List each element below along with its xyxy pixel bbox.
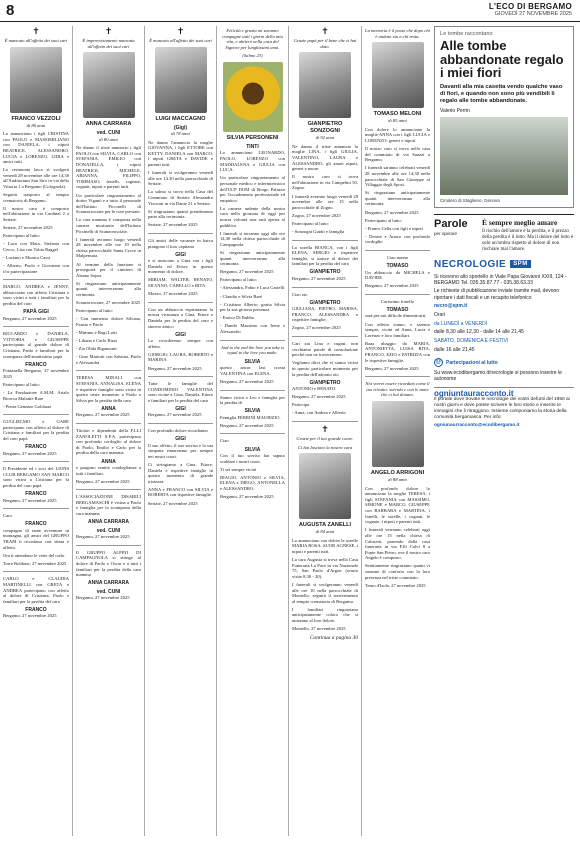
notice-text: La cara mamma è composta nella camera mortuaria dell'Istituto Piccinelli di Scanzorosciate. [76,217,141,234]
notice-text: MARCO, ANDREA e JENNY, abbracciano con affetto Cristiana e sono vicini a tutti i familiari per la perdita del caro [3,284,69,307]
signature-name: GIGI [175,405,186,412]
signature-name: FRANCO [25,361,47,368]
notice-date: Seriate, 27 novembre 2025 [148,222,198,228]
publication-name: L'ECO DI BERGAMO [488,2,572,11]
notice-text: GUGLIELMO e GABE partecipano con affetto al dolore di Cristiana e familiari per la perdita del caro papà [3,419,69,442]
divider [365,250,430,251]
condolence-header: Partecipano al lutto: [365,217,402,223]
notice-date: Bergamo, 27 novembre 2025 [292,275,346,281]
notice-text: I funerali si svolgeranno venerdì alle ore 14.30 nella parrocchiale di Seriate. [148,170,213,187]
notice-date: Seriate, 27 novembre 2025 [148,500,198,506]
deceased-age: di 92 anni [315,135,335,141]
condolence-entry: - Cristiano Alberto, gratia Silvia per la sua gioiosa presenza [220,301,285,313]
necrologie-info [434,274,574,354]
divider [3,571,69,572]
divider [76,489,141,490]
necrologie-title: NECROLOGIE [434,258,507,270]
condolence-entry: - Denise e Arturo con profondo cordoglio [365,233,430,245]
signature-name: ANNA CARRARA [88,580,129,587]
condolence-entry: - Mimmo e Rugi Lotti [76,330,117,335]
notice-text: Famiglia FERRINI MAURIZIO. [220,414,281,420]
notice-date: Bergamo, 27 novembre 2025 [76,478,130,484]
portrait-photo [299,453,351,519]
deceased-age: di 84 anni [315,529,335,535]
deceased-name: FRANCO VEZZOLI [11,115,61,122]
notice-text: Si ringraziano anticipatamente quanti interverranno alla cerimonia. [365,190,430,207]
notice-date: Bergamo, 27 novembre 2025 [148,365,202,371]
signature-name: SILVIA [244,358,261,365]
notice-text: Ora ti attendono le vette del cielo. [3,552,66,558]
divider [3,508,69,509]
notice-date: Torre Boldone, 27 novembre 2025 [3,560,67,566]
intro-text: Ciao [220,438,229,444]
notice-text: Il nostro caro si trova nella casa del commiato di via Sauzzi a Bergamo. [365,146,430,163]
notice-date: Montello, 27 novembre 2025 [292,626,346,632]
intro-text: Noi vorrei essere ricordato come il tuo ritratto: sorrido e con le tante che ci hai donato. [365,381,430,398]
notice-text: I funerali verranno celebrati oggi alle ore 15 nella chiesa di Calusetti, partendo dalla casa funeraria in via F.lli Calvi 8 a Ponte San Pietro, ove il nostro caro Angelo è composto. [365,527,430,561]
notice-text: Lo annunciano con dolore le sorelle MARIA ROSA, SUOR AGNESE, i nipoti e parenti tutti. [292,537,358,554]
divider [3,326,69,327]
portrait-photo [155,47,207,113]
deceased-name: ANGELO ARRIGONI [370,470,425,477]
notice-date: Bergamo, 27 novembre 2025 [365,365,419,371]
parole-logo [434,219,478,253]
page-header [0,0,580,22]
deceased-name: SILVIA PERSONENI [226,134,279,141]
notice-text: I familiari ringraziano anticipatamente coloro che si uniranno al loro dolore. [292,606,358,623]
notice-text: L'ASSOCIAZIONE DISABILI BERGAMASCHI è vicina a Paolo e famiglia per la scomparsa della cara mamma [76,494,141,517]
ogni-text: Il portale dove trovate le necrologie dei vostri defunti del 1950 ai nostri giorni e dove potete scrivere le loro storie e inserire le immagini che li ritraggono. Insieme componiamo la storia della comunità bergamasca. Per info: [434,396,570,420]
cross-icon: ✝ [104,27,113,37]
intro-text: Caro [3,513,12,519]
cemetery-photo [440,117,568,195]
signature-subname: ved. CUNI [96,588,121,595]
deceased-age: di 88 anni [388,477,407,483]
divider [292,240,358,241]
signature-name: GIANPIETRO [309,269,341,276]
hours-weekend: dalle 16 alle 21,45 [434,346,475,353]
condolence-entry: - Enrico Di Rubba [220,315,254,321]
notice-text: Vogliamo dirvi che vi siamo vicini in questo particolare momento per la perdita dell'adorato zio [292,360,358,377]
signature-name: ANNA [101,405,116,412]
signature-name: GIANPIETRO [309,379,341,386]
divider [220,433,285,434]
obituary-column-5 [288,26,361,836]
notice-text: Ne danno il triste annuncio i figli PAOLO con SILVIA, CARLO con STEFANIA, EMILIO con DONATELLA, i nipoti BEATRICE, MICHELE, ARIANNA, FILIPPO, TOMMASO, fratelli, cognate, cognati, nipoti e parenti tutti. [76,145,141,190]
portrait-photo [83,52,135,118]
notice-text: Lo annunciano i figli CRISTINA con PAOLO e MASSIMILIANO con DANIELA, i nipoti BEATRICE, ALESSANDRO, LUCIA e LORENZO, LIDIA e amici tutti. [3,131,69,165]
portrait-photo [10,47,62,113]
parole-text: Il rischio dell'amore è la perdita, e il prezzo della perdita è il lutto. Ma il dolore del lutto è solo un'ombra rispetto al dolore di non rischiare mai l'amore. [482,228,574,252]
sidebar [434,26,574,846]
divider [220,340,285,341]
notice-text: Cari zia Lina e cugini, non cerchiamo parole di consolazione perché non ne troveremmo. [292,341,358,358]
divider [148,376,213,377]
signature-name: GIGI [175,436,186,443]
notice-text: La salma si trova nella Casa del Commiato di Seriate Alessandro Visconti in via Dante 21 a Seriate. [148,189,213,206]
divider [292,287,358,288]
deceased-name: TOMASO MELONI [373,111,422,118]
condolence-header: Partecipano al lutto: [3,381,40,387]
notice-text: sarà per noi difficile dimenticarti. [365,313,427,319]
web-icon: @ [435,359,442,366]
notice-date: Bergamo, 27 novembre 2025 [220,378,274,384]
condolence-entry: - Alberto, Paolo e Giovanna con i/or partecipazione [3,263,69,274]
divider [365,376,430,377]
intro-text: Ci hai lasciato la nostra cara [297,444,353,450]
notice-text: La cara Augusta si trova nella Casa Funeraria La Pace in via Nazionale 75, San Paolo d'Argon (orario visite 8.30 - 20). [292,557,358,579]
notice-text: ANNA e FRANCO con SILVIA e ROBERTA con rispettive famiglie. [148,486,213,498]
notice-date: Bergamo, 27 novembre 2025 [365,209,419,215]
notice-date: Bergamo, 27 novembre 2025 [76,534,130,540]
cross-icon: ✝ [176,27,185,37]
notice-text: Il GRUPPO ALPINI DI CAMPAGNOLA si stringe al dolore di Paolo e Oscar e a tutti i familiari per la perdita della cara mamma [76,549,141,578]
parole-title: È sempre meglio amare [482,217,558,227]
notice-text: La camera ardente della nostra cara nella giornata di oggi per nostra volontà non sarà aperta al pubblico. [220,205,285,228]
notice-date: Bergamo, 27 novembre 2025 [148,412,202,418]
signature-name: ANNA [101,458,116,465]
notice-text: Il nostro caro è composto nell'abitazione in via Cardinal 2 a Seriate. [3,205,69,222]
deceased-age: di 85 anni [388,118,407,124]
notice-text: Titolari e dipendenti della F.LLI ZANOLETTI S.P.A. partecipano con profondo cordoglio al dolore di Paolo, Emilio e Carlo per la perdita della cara mamma [76,428,141,456]
condolence-entry: - Franco Cella con figli e nipoti [365,225,423,231]
page-number: 8 [6,2,15,19]
hours-label: Orari [434,312,446,319]
notice-text: I funerali avranno luogo venerdì 28 novembre alle ore 10 nella chiesa parrocchiale Santa Croce in Malpensata. [76,236,141,259]
intro-text: Ciao zio [292,291,308,297]
notice-text: Sentitamente ringraziano quanti vi saranno di conforto con la loro presenza nel triste commiato. [365,563,430,580]
notice-text: Con un abbraccio esprimiamo la nostra vicinanza a Gina, Ettore e Daniela per la perdita del caro e sincero amico [148,306,213,329]
condolence-header: Partecipa [292,402,310,408]
signature-name: PAPÀ GIGI [23,309,49,316]
notice-text: TERESA MINALI con STEFANIA, ANNALISA, ELENA e rispettive famiglie sono vicini in questo triste momento a Paolo e Silvia per la perdita della cara [76,375,141,403]
intro-text: È mancato all'affetto dei suoi cari [149,38,212,43]
condolence-entry: - Gino Mariotti con Sabrina, Paolo e Alessandra [76,354,141,365]
notice-text: Con profondo dolore lo annunciano la moglie TERESA, i figli STEFANIA con MASSIMO, SIMONE e MARCO, GIUSEPPE con BARBARA e MARTINA, i fratelli, le sorelle, i cognati, le cognate, i nipoti e parenti tutti. [365,485,430,525]
intro-text: Carissimo fratello [380,298,415,304]
sunflower-photo [223,62,283,132]
notice-date: Scanzorosciate, 27 novembre 2025 [76,300,141,306]
notice-text: Con affetto siamo, e saremo sempre, vicini ad Anna, Lucia e Lorenzo e loro familiari. [365,321,430,338]
notice-text: e porgono sentite condoglianze a tutti i familiari. [76,465,141,476]
notice-date: Zogno, 27 novembre 2025 [292,212,341,218]
divider [365,294,430,295]
notice-text: Con dolore lo annunciano la moglie ANNA con i figli LUCIA e LORENZO, generi e nipoti. [365,126,430,143]
notice-date: Terno d'Isola, 27 novembre 2025 [365,582,426,588]
signature-name: SILVIA [244,446,261,453]
divider [3,414,69,415]
condolence-entry: - Zia Olida Rigamonti [76,346,117,352]
obituary-column-3 [144,26,216,836]
notice-text: e si uniscono a Gina con i figli Daniela ed Ettore in questo momento di dolore. [148,258,213,275]
condolence-entry: - Pietra Gennaro Goldaraz [3,403,52,409]
condolence-header: Partecipano al lutto: [220,277,257,283]
notice-text: Siamo vicini a Leo e famiglia per la perdita di [220,394,285,406]
notice-text: Al termine della funzione si proseguirà per il cimitero di Alzano Sopra. [76,261,141,278]
condolence-entry: - Luca con Mara, Stefania con Cecco, Lisa con Tobia Raggel [3,241,69,252]
online-title: Partecipazioni al lutto [446,359,498,366]
notice-date: Bergamo, 27 novembre 2025 [76,595,130,601]
signature-subname: ved. CUNI [96,527,121,534]
divider [292,336,358,337]
divider [292,421,358,422]
divider [76,370,141,371]
necrologie-heading [434,259,574,270]
notice-text: compagno di tante avventure in montagna, gli amici del GRUPPO TRAM ti ricordano con stima e affetto. [3,527,69,550]
hours-weekdays: dalle 8,30 alle 12,30 - dalle 14 alle 21,45 [434,329,524,336]
notice-text: Ti sei sempre vicini [220,466,257,472]
obituary-column-1 [0,26,72,836]
signature-name: ANNA CARRARA [88,519,129,526]
notice-date: Bergamo, 27 novembre 2025 [76,412,130,418]
signature-name: TOMASO [386,263,409,270]
notice-date: Bergamo, 27 novembre 2025 [292,394,346,400]
notice-text: Il suo affetto, il suo sorriso e la sua simpatia rimarranno per sempre nei nostri cuori. [148,442,213,459]
intro-text: Grazie per il tuo grande cuore. [296,435,354,441]
notice-text: Un particolare ringraziamento al dottor Viganò e a tutto il personale dell'Istituto Piccinelli di Scanzorosciate per le cure prestate. [76,192,141,215]
divider [148,233,213,234]
deceased-nickname: (Gigi) [173,124,188,131]
notice-text: Ne danno l'annuncio la moglie GIOVANNA, i figli ETTORE con KETTY, DANIELA con MARCO, i nipoti GRETA e DAVIDE e parenti tutti. [148,139,213,168]
condolence-entry: - Claudio e Silvia Baré [220,293,263,299]
notice-text: Tutte le famiglie del CONDOMINIO VALENTINA sono vicine a Gina, Daniela, Ettore e familiari per la perdita del caro [148,381,213,403]
intro-text: Grazie papà per il bene che ci hai dato. [293,38,357,49]
portrait-photo [299,52,351,118]
notice-date: Seriate, 27 novembre 2025 [3,225,53,231]
signature-name: SILVIA [244,408,261,415]
divider [3,279,69,280]
deceased-name: AUGUSTA ZANELLI [298,522,352,529]
quote-text: And to the end the love you take is equal to the love you make. [220,344,285,356]
masthead [489,2,572,17]
notice-text: Un particolare ringraziamento al personale medico e infermieristico dell'UCP DOM di Borgo Palazzo per l'accudimento professionale ed empatico. [220,175,285,203]
online-condolences [434,358,574,382]
deceased-age: di 86 anni [26,122,46,128]
notice-text: I funerali si svolgeranno venerdì alle ore 10 nella parrocchiale di Montello, seguirà il trasferimento al tempio crematorio di Bergamo. [292,581,358,604]
issue-date: GIOVEDÌ 27 NOVEMBRE 2025 [494,11,572,17]
notice-text: questo ancor lasi crosta VALENTINA con ELENA. [220,365,285,376]
parole-logo-sub: per sperare [434,230,458,236]
intro-text: Felicità e grazia mi saranno compagne tutti i giorni della mia vita, e abiterò nella casa del Signore per lunghissimi anni. [222,28,283,50]
parole-body [482,219,574,253]
notice-text: I funerali saranno celebrati venerdì 28 novembre alle ore 14,30 nella parrocchiale di San Giuseppe al Villaggio degli Sposi. [365,165,430,188]
ogni-email-link[interactable]: ogniunaurracconto@ecodibergamo.it [434,423,520,429]
intro-text: Ciao nonno [386,254,409,260]
notice-date: Mozzo, 27 novembre 2025 [148,291,198,297]
condolence-header: Partecipano al lutto: [292,220,329,226]
divider [76,423,141,424]
article-lead: Davanti alla mia casetta vendo qualche vaso di fiori, e quando non sono più vendibili li regalo alle tombe abbandonate. [440,83,563,104]
feature-article [434,26,574,208]
notice-text: Baaa nhaggio da MARIA, ANTONIETTA, LUISA RITA, FRANCO, EZIO e PATRIZIA con le rispettive famiglie. [365,340,430,363]
notice-text: Ne danno il triste annuncio la moglie LINA, i figli GIULIA, VALENTINO, LAURA e ALESSANDRO, gli amati nipoti, generi e nuore. [292,143,358,172]
condolence-entry: - La Fondazione A.M.M. Arialo Ricerca Malattie Rare [3,389,69,401]
notice-date: Bergamo, 27 novembre 2025 [3,315,57,321]
notice-text: GIORGIO, LAURA, ROBERTO e MARINA [148,351,213,363]
deceased-name: LUIGI MACCAGNO [155,115,206,122]
obituary-column-4 [216,26,288,836]
notice-date: Bergamo, 27 novembre 2025 [3,497,57,503]
verse-reference: (Salmo 23) [242,53,263,59]
obituary-column-2 [72,26,144,836]
notice-date: Bergamo, 27 novembre 2025 [220,269,274,275]
notice-text: Si ringraziano anticipatamente quanti interverranno alla cerimonia. [220,249,285,267]
divider [3,461,69,462]
divider [148,423,213,424]
notice-text: Seguirà trasporto al tempio crematorio di Bergamo. [3,192,69,203]
notice-text: La sorella BIANCA, con i figli ELENA, SERGIO e rispettive famiglie, si unisce al dolore dei familiari per la perdita del caro [292,244,358,267]
cross-icon: ✝ [32,27,40,37]
notice-text: Il nostro caro si trova nell'abitazione in via Campelmi 50, Zogno. [292,174,358,191]
notice-text: RICCARDO e DANIELA, VITTORIA e GIUSEPPE partecipano al grande dolore di Cristiana, Paolo e familiari per la scomparsa dell'amatissimo papà [3,331,69,359]
deceased-subname: ved. CUNI [96,130,121,137]
signature-name: FRANCO [25,606,47,613]
condolence-entry: - Danilo Massimo con Irene e Alessandro [220,323,285,334]
parole-per-sperare [434,214,574,253]
hours-weekdays-label: da LUNEDÌ a VENERDÌ [434,320,488,327]
online-text[interactable]: Su www.ecodibergamo.it/necrologie si possono inserire le autonome [434,369,562,382]
condolence-entry: - Luciano e Monica Cassi [3,254,51,260]
divider [148,302,213,303]
condolence-entry: - Con immenso dolore Silvana, Fausto e Paolo [76,316,141,327]
signature-name: FRANCO [25,521,47,528]
notice-text: La cerimonia laica si svolgerà venerdì 28 novembre alle ore 14,30 all'Auditorium San Siro in via della Vittoria 1 a Bergamo (Colognola). [3,167,69,190]
signature-name: TOMASO [386,306,409,313]
signature-name: FRANCO [25,444,47,451]
condolence-entry: - Liliana e Carlo Rizzi [76,338,118,344]
intro-text: È improvvisamente mancata all'affetto dei suoi cari [82,38,135,49]
portrait-photo [372,42,424,108]
notice-text: Lo annunciano LEONARDO, PAOLO, LORENZO con MADDALENA e GIULIA con LUCA. [220,150,285,173]
deceased-age: di 80 anni [99,136,118,142]
signature-name: GIGI [175,251,186,258]
photo-caption: Cimitero di Staglieno, Genova [440,197,500,203]
notice-date: Bergamo, 27 novembre 2025 [365,283,419,289]
notice-text: I funerali avranno luogo venerdì 28 novembre alle ore 15 nella parrocchiale di Zogno. [292,193,358,210]
parole-logo-text: Parole [434,217,468,230]
cross-icon: ✝ [321,27,329,37]
deceased-subname: TINTI [246,143,259,150]
obituary-column-6 [361,26,433,836]
submission-note: Le richieste di pubblicazione inviate tramite mail, devono riportare i dati fiscali e un recapito telefonico [434,288,560,301]
notice-text: Un abbraccio da MICHELA e DAVIDE. [365,269,430,281]
notice-text: I funerali si terranno oggi alle ore 14,30 nella chiesa parrocchiale di Campagnola. [220,230,285,247]
notice-date: Bergamo, 27 novembre 2025 [220,494,274,500]
signature-name: GIGI [175,331,186,338]
notice-text: GIULIANA, PIETRO, MARISA, FRANCO, ALESSANDRA e rispettive famiglie. [292,306,358,323]
portrait-photo [372,401,424,467]
intro-text: La memoria è il posto che dopo chi è andato via a chi resta. [365,28,430,39]
condolence-header: Partecipano al lutto: [76,308,113,314]
article-author: Valerio Perrin [440,107,470,114]
signature-name: GIANPIETRO [309,299,341,306]
ogni-brand-link[interactable]: ogniuntauracconto.it [434,388,514,398]
condolence-header: Partecipano al lutto: [3,233,40,239]
deceased-name: GIANPIETRO SONZOGNI [307,121,343,135]
notice-text: BIAGIO, ANTONIO e SILVIA, ELENA e DIEGO, ANTONELLA e ALESSANDRO. [220,474,285,491]
hours-weekend-label: SABATO, DOMENICA E FESTIVI [434,338,509,345]
condolence-entry: - Anna, con Andrea e Alberto [292,410,346,416]
notice-text: ANTONIO e RENATO. [292,386,337,392]
notice-text: Con profondo dolore ricordiamo [148,428,208,434]
spm-logo: SPM [510,260,531,268]
condolence-entry: - Sonzogni Guido e famiglia [292,229,345,234]
deceased-age: di 78 anni [171,131,190,137]
intro-text: È mancato all'affetto dei suoi cari [4,38,68,43]
office-address: Si ricevono allo sportello in Viale Papa Giovanni XXIII, 124 - BERGAMO Tel. 035.35.87.77 - 035.38.63.33 [434,273,567,286]
signature-name: FRANCO [25,491,47,498]
notice-text: Ci stringiamo a Gina, Ettore, Daniela e rispettive famiglie in questo momento di grande tristezza. [148,461,213,484]
article-headline: Alle tombe abbandonate regalo i miei fiori [440,38,564,80]
notice-text: Lo ricorderemo sempre con affetto. [148,338,213,349]
email-link[interactable]: necro@spm.it [434,303,468,310]
notice-text: Con il tuo sorriso hai saputo scaldare i nostri cuori. [220,453,285,464]
notice-date: Bergamo, 27 novembre 2025 [3,450,57,456]
divider [220,390,285,391]
notice-date: Bergamo, 27 novembre 2025 [220,422,274,428]
notice-text: Si ringraziano quanti prenderanno parte alla cerimonia. [148,208,213,220]
notice-date: Bergamo, 27 novembre 2025 [3,613,57,619]
condolence-entry: - Alessandra, Fabio e Luca Castelli [220,285,285,291]
deceased-name: ANNA CARRARA [85,121,132,128]
article-kicker: Le tombe raccontano [440,31,493,37]
divider [76,545,141,546]
notice-text: Si ringraziano anticipatamente quanti interverranno alla cerimonia. [76,280,141,298]
continued-note: Continua a pagina 30 [309,634,358,641]
notice-date: Zogno, 27 novembre 2025 [292,325,341,331]
notice-text: Il Presidente ed i soci del LIONS CLUB BERGAMO SAN MARCO sono vicini a Cristiana per la perdita del caro papà [3,466,69,488]
notice-text: Gli amici delle vacanze in barca piangono il loro capitano [148,238,213,249]
notice-text: MIRIAM, WALTER, RENATO, SILVANO, CARELLO e RITA [148,277,213,289]
cross-icon: ✝ [321,424,329,435]
ogniuntauracconto-box [434,387,574,430]
notice-date: Fontanella Bergamo, 27 novembre 2025 [3,368,69,379]
notice-text: CARLO e CLAUDIA MARTINELLI con GRETA e ANDREA partecipano con affetto al dolore di Cristiana, Paolo e familiari per la perdita del caro [3,576,69,604]
